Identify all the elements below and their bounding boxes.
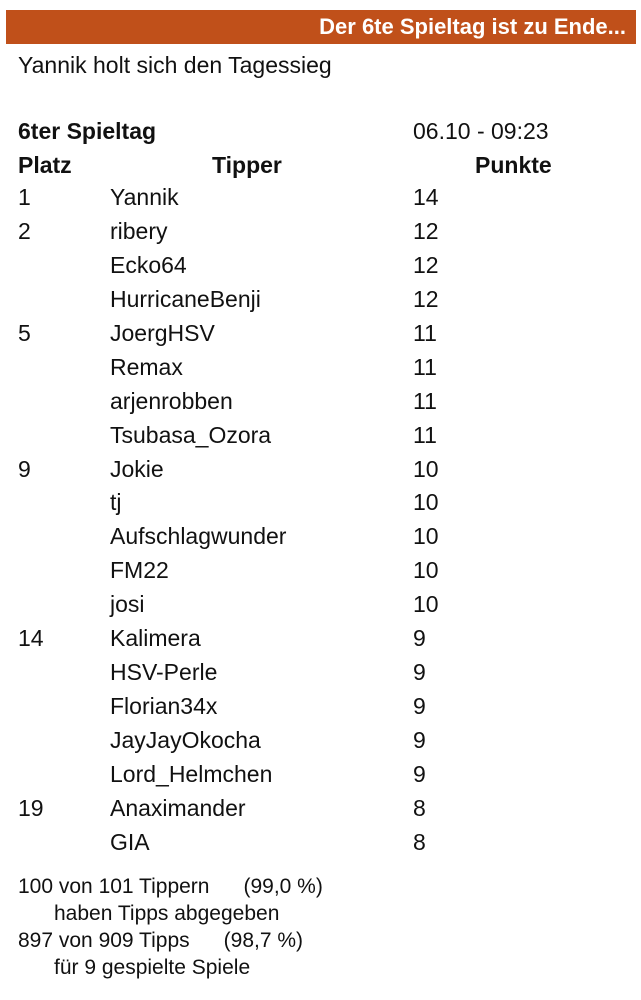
rank-cell: 2 [18,217,31,244]
points-cell: 9 [413,760,426,787]
tipper-name-cell: Remax [110,353,183,380]
tipper-name-cell: JayJayOkocha [110,727,261,753]
points-cell: 10 [413,489,439,516]
stats-tipper-percent: (99,0 %) [243,875,323,898]
banner-title: Der 6te Spieltag ist zu Ende... [319,14,626,39]
tipper-name-cell: Tsubasa_Ozora [110,421,272,448]
tipper-name-cell: FM22 [110,557,169,584]
tipper-name-cell: Jokie [110,455,164,482]
tipper-name-cell: tj [110,489,122,516]
points-cell: 9 [413,659,426,686]
table-row [0,727,641,761]
stats-tips-percent: (98,7 %) [223,929,304,952]
points-cell: 9 [413,727,426,753]
rank-cell: 5 [18,319,31,346]
points-cell: 9 [413,625,426,652]
column-header-tipper: Tipper [212,152,282,178]
table-row [0,422,641,456]
table-row [0,591,641,625]
table-row [0,523,641,557]
column-header-rank: Platz [18,152,72,178]
tipper-name-cell: Lord_Helmchen [110,760,273,787]
rank-cell: 1 [18,184,31,210]
tipper-name-cell: arjenrobben [110,387,233,414]
matchday-datetime: 06.10 - 09:23 [413,118,549,144]
points-cell: 8 [413,794,426,821]
points-cell: 10 [413,591,439,618]
participation-stats [18,873,323,981]
rank-cell: 19 [18,794,44,821]
table-row [0,557,641,591]
table-row [0,320,641,354]
points-cell: 12 [413,217,439,244]
points-cell: 10 [413,455,439,482]
tipper-name-cell: Florian34x [110,693,218,720]
rank-cell: 14 [18,625,44,652]
points-cell: 11 [413,421,437,448]
points-cell: 10 [413,557,439,584]
subtitle: Yannik holt sich den Tagessieg [18,52,332,78]
stats-tipper-line [18,873,323,900]
table-row [0,659,641,693]
points-cell: 9 [413,693,426,720]
ranking-table [0,184,641,863]
points-cell: 8 [413,828,426,855]
stats-tipper-note: haben Tipps abgegeben [54,902,280,925]
tipper-name-cell: josi [110,591,145,618]
stats-tipper-count: 100 von 101 Tippern [18,875,210,898]
stats-tips-line [18,927,323,954]
points-cell: 11 [413,387,437,414]
points-cell: 10 [413,523,439,550]
points-cell: 11 [413,353,437,380]
table-row [0,489,641,523]
matchday-label: 6ter Spieltag [18,118,157,144]
tipper-name-cell: Kalimera [110,625,201,652]
tipper-name-cell: Anaximander [110,794,246,821]
table-row [0,252,641,286]
stats-tips-note: für 9 gespielte Spiele [54,956,251,979]
table-row [0,218,641,252]
points-cell: 14 [413,184,439,210]
table-row [0,625,641,659]
column-header-points: Punkte [475,152,552,178]
table-row [0,388,641,422]
table-row [0,761,641,795]
rank-cell: 9 [18,455,31,482]
tipper-name-cell: GIA [110,828,150,855]
tipper-name-cell: HSV-Perle [110,659,218,686]
tipper-name-cell: Ecko64 [110,251,187,278]
points-cell: 12 [413,285,439,312]
stats-tips-count: 897 von 909 Tipps [18,929,190,952]
table-row [0,693,641,727]
tipper-name-cell: Yannik [110,184,179,210]
table-row [0,456,641,490]
table-row [0,354,641,388]
tipper-name-cell: JoergHSV [110,319,215,346]
header-banner [6,10,636,44]
table-row [0,795,641,829]
table-row [0,829,641,863]
table-row [0,286,641,320]
points-cell: 12 [413,251,439,278]
table-row [0,184,641,218]
tipper-name-cell: Aufschlagwunder [110,523,287,550]
tipper-name-cell: HurricaneBenji [110,285,261,312]
points-cell: 11 [413,319,437,346]
tipper-name-cell: ribery [110,217,168,244]
